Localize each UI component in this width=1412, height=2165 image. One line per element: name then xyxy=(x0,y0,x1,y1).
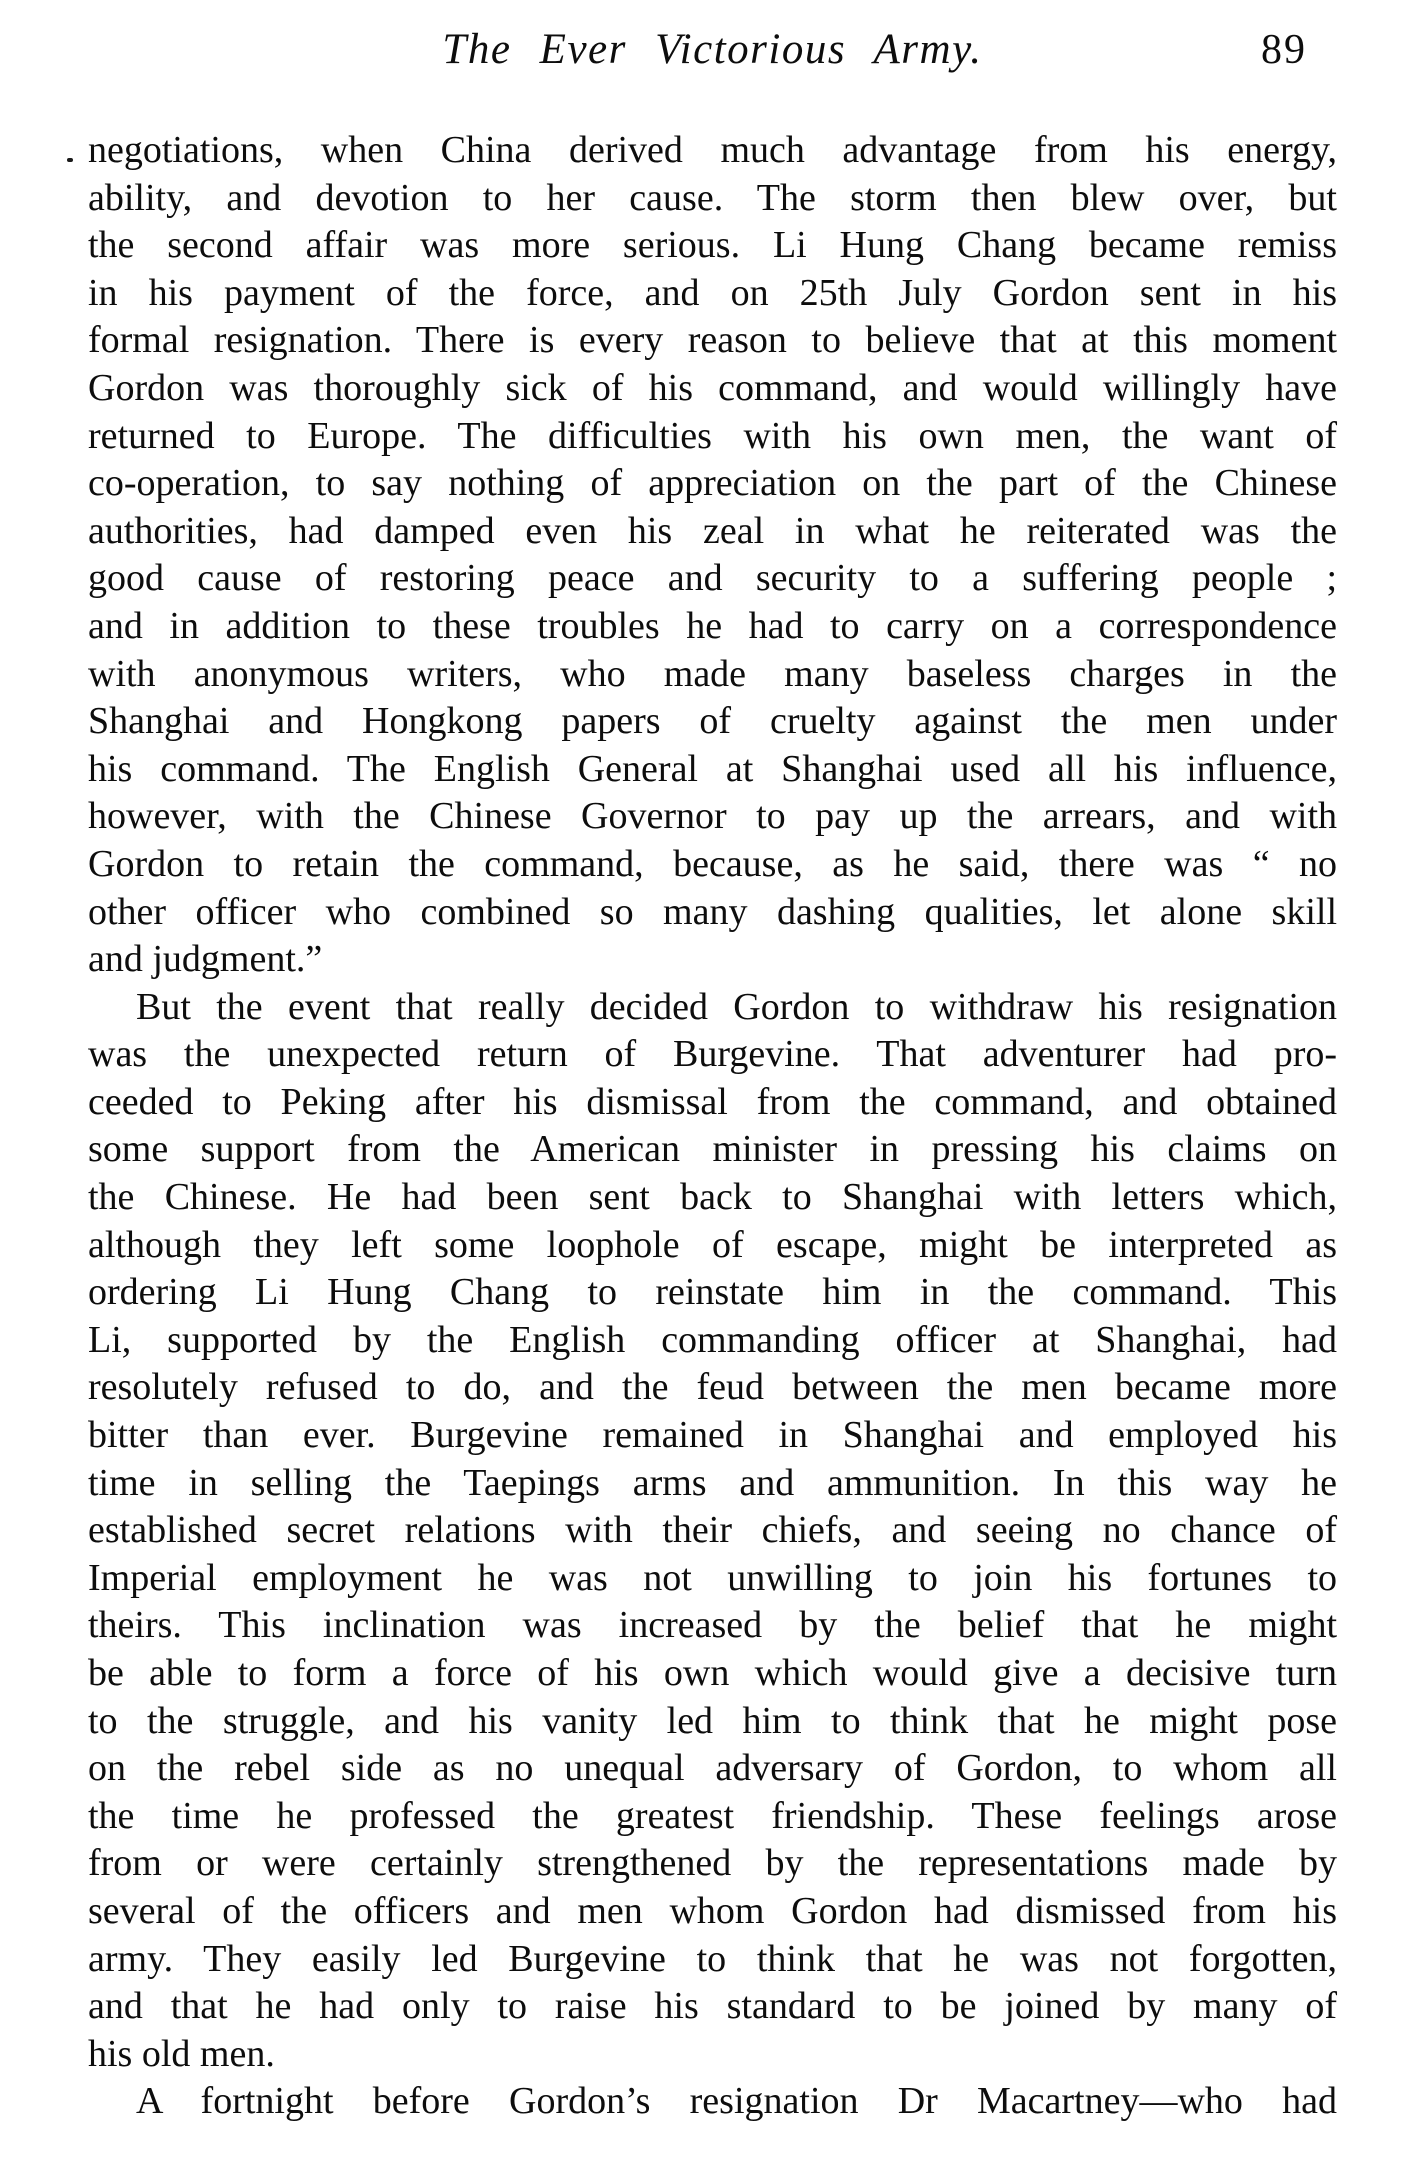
text-line: authorities, had damped even his zeal in what he reiterated was the xyxy=(88,509,1337,552)
text-line: several of the officers and men whom Gordon had dismissed from his xyxy=(88,1889,1337,1932)
text-line: Shanghai and Hongkong papers of cruelty against the men under xyxy=(88,700,1337,743)
text-line: his command. The English General at Shanghai used all his influence, xyxy=(88,747,1337,790)
text-line: although they left some loophole of escape, might be interpreted as xyxy=(88,1223,1337,1266)
page-title: The Ever Victorious Army. xyxy=(442,26,983,73)
text-line: ordering Li Hung Chang to reinstate him in the command. This xyxy=(88,1271,1337,1314)
text-block xyxy=(88,127,1337,2126)
text-line: in his payment of the force, and on 25th July Gordon sent in his xyxy=(88,271,1337,314)
text-line: established secret relations with their chiefs, and seeing no chance of xyxy=(88,1509,1337,1552)
text-line: theirs. This inclination was increased by the belief that he might xyxy=(88,1604,1337,1647)
text-line: and judgment.” xyxy=(88,938,323,981)
text-line: Imperial employment he was not unwilling to join his fortunes to xyxy=(88,1556,1337,1599)
page-header xyxy=(88,22,1337,82)
text-line: But the event that really decided Gordon to withdraw his resignation xyxy=(136,985,1337,1028)
text-line: good cause of restoring peace and security to a suffering people ; xyxy=(88,557,1337,600)
paragraph xyxy=(88,127,1337,984)
text-line: was the unexpected return of Burgevine. That adventurer had pro- xyxy=(88,1033,1337,1076)
paragraph xyxy=(88,984,1337,2079)
text-line: the time he professed the greatest friendship. These feelings arose xyxy=(88,1794,1337,1837)
text-line: from or were certainly strengthened by the representations made by xyxy=(88,1842,1337,1885)
text-line: army. They easily led Burgevine to think that he was not forgotten, xyxy=(88,1937,1337,1980)
text-line: other officer who combined so many dashing qualities, let alone skill xyxy=(88,890,1337,933)
text-line: co-operation, to say nothing of appreciation on the part of the Chinese xyxy=(88,462,1337,505)
text-line: the second affair was more serious. Li Hung Chang became remiss xyxy=(88,224,1337,267)
page-number: 89 xyxy=(1261,27,1307,73)
text-line: bitter than ever. Burgevine remained in Shanghai and employed his xyxy=(88,1414,1337,1457)
text-line: negotiations, when China derived much advantage from his energy, xyxy=(88,129,1337,171)
text-line: Gordon to retain the command, because, as he said, there was “ no xyxy=(88,842,1337,885)
text-line: the Chinese. He had been sent back to Shanghai with letters which, xyxy=(88,1176,1337,1219)
text-line: A fortnight before Gordon’s resignation Dr Macartney—who had xyxy=(136,2080,1337,2123)
text-line: ability, and devotion to her cause. The storm then blew over, but xyxy=(88,176,1337,219)
text-line: time in selling the Taepings arms and ammunition. In this way he xyxy=(88,1461,1337,1504)
text-line: Li, supported by the English commanding officer at Shanghai, had xyxy=(88,1318,1337,1361)
text-line: some support from the American minister in pressing his claims on xyxy=(88,1128,1337,1171)
paragraph xyxy=(88,2078,1337,2126)
text-line: however, with the Chinese Governor to pay up the arrears, and with xyxy=(88,795,1337,838)
text-line: and in addition to these troubles he had to carry on a correspondence xyxy=(88,604,1337,647)
text-line: and that he had only to raise his standard to be joined by many of xyxy=(88,1985,1337,2028)
text-line: be able to form a force of his own which would give a decisive turn xyxy=(88,1652,1337,1694)
ink-speck xyxy=(67,158,73,162)
text-line: returned to Europe. The difficulties with his own men, the want of xyxy=(88,414,1337,457)
text-line: ceeded to Peking after his dismissal from the command, and obtained xyxy=(88,1080,1337,1123)
text-line: to the struggle, and his vanity led him to think that he might pose xyxy=(88,1699,1337,1742)
text-line: with anonymous writers, who made many baseless charges in the xyxy=(88,652,1337,695)
text-line: resolutely refused to do, and the feud between the men became more xyxy=(88,1366,1337,1409)
text-line: Gordon was thoroughly sick of his command, and would willingly have xyxy=(88,366,1337,409)
text-line: formal resignation. There is every reason to believe that at this moment xyxy=(88,319,1337,362)
text-line: his old men. xyxy=(88,2032,275,2075)
text-line: on the rebel side as no unequal adversary of Gordon, to whom all xyxy=(88,1747,1337,1790)
